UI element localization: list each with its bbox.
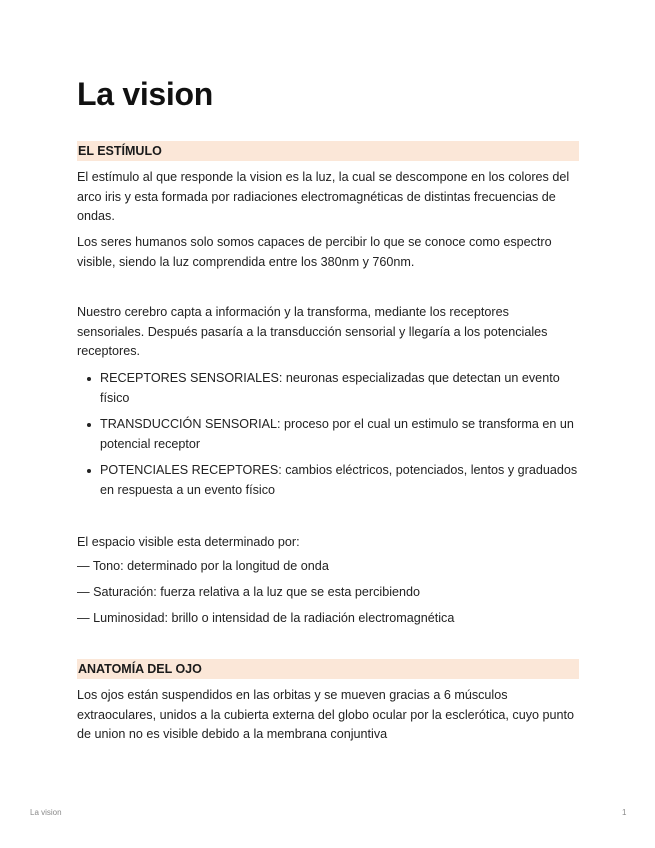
paragraph-text: Nuestro cerebro capta a información y la transforma, mediante los receptores sensoriales. Después pasaría a la transducción sensorial y llegaría a los potenciales receptores. <box>77 305 548 358</box>
dash-list-propiedades <box>77 557 579 629</box>
paragraph-anatomia <box>77 686 579 745</box>
list-item <box>77 369 579 408</box>
paragraph-text: El espacio visible esta determinado por: <box>77 535 300 549</box>
paragraph-text: Los ojos están suspendidos en las orbitas y se mueven gracias a 6 músculos extraoculares, unidos a la cubierta externa del globo ocular por la esclerótica, cuyo punto de union no es visible debido a la membrana conjuntiva <box>77 688 575 741</box>
section-heading-estimulo: EL ESTÍMULO <box>77 141 579 161</box>
bullet-list-receptores <box>77 369 579 507</box>
footer-page-number: 1 <box>622 808 627 817</box>
bullet-dot-icon <box>87 469 91 473</box>
paragraph-espectro-visible <box>77 233 579 272</box>
list-item-text: RECEPTORES SENSORIALES: neuronas especializadas que detectan un evento físico <box>100 371 560 405</box>
paragraph-cerebro <box>77 303 579 362</box>
dash-item-saturacion: — Saturación: fuerza relativa a la luz que se esta percibiendo <box>77 585 421 599</box>
bullet-dot-icon <box>87 377 91 381</box>
list-item <box>77 415 579 454</box>
list-item <box>77 461 579 500</box>
list-item-text: TRANSDUCCIÓN SENSORIAL: proceso por el cual un estimulo se transforma en un potencial receptor <box>100 417 574 451</box>
list-item-text: POTENCIALES RECEPTORES: cambios eléctricos, potenciados, lentos y graduados en respuesta a un evento físico <box>100 463 578 497</box>
footer-document-name: La vision <box>30 808 62 817</box>
dash-item-tono: — Tono: determinado por la longitud de onda <box>77 559 329 573</box>
dash-item-luminosidad: — Luminosidad: brillo o intensidad de la radiación electromagnética <box>77 611 455 625</box>
paragraph-estimulo-intro <box>77 168 579 227</box>
bullet-dot-icon <box>87 423 91 427</box>
page-title: La vision <box>77 76 214 112</box>
paragraph-espacio-visible <box>77 533 579 553</box>
paragraph-text: El estímulo al que responde la vision es la luz, la cual se descompone en los colores del arco iris y esta formada por radiaciones electromagnéticas de distintas frecuencias de ondas. <box>77 170 570 223</box>
paragraph-text: Los seres humanos solo somos capaces de percibir lo que se conoce como espectro visible, siendo la luz comprendida entre los 380nm y 760nm. <box>77 235 552 269</box>
section-heading-anatomia: ANATOMÍA DEL OJO <box>77 659 579 679</box>
